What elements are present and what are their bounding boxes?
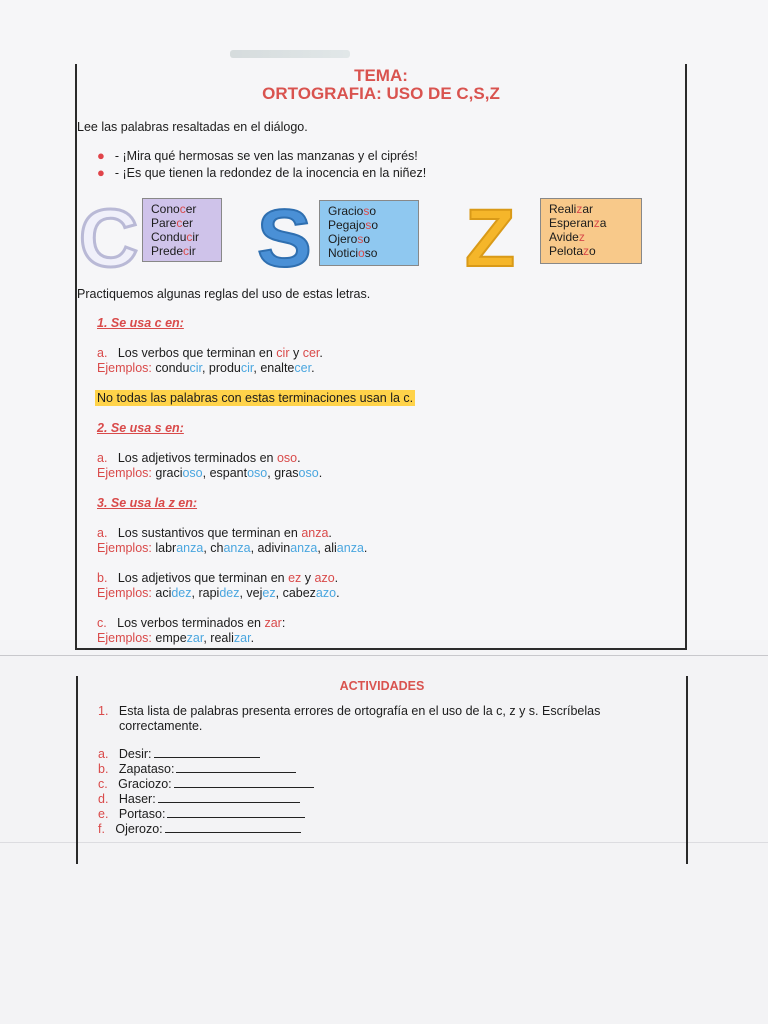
- bullet-icon: ●: [97, 165, 105, 180]
- list-item: Gracioso: [328, 204, 377, 218]
- answer-blank[interactable]: [158, 792, 300, 803]
- scanned-header-remnant: [230, 50, 350, 58]
- letter-z-graphic: Z: [465, 193, 516, 284]
- answer-row: e. Portaso:: [98, 807, 305, 821]
- rule-3-c-examples: Ejemplos: empezar, realizar.: [97, 631, 255, 645]
- list-item: Pegajoso: [328, 218, 379, 232]
- list-item: Realizar: [549, 202, 594, 216]
- rule-3-a-examples: Ejemplos: labranza, chanza, adivinanza, alianza.: [97, 541, 368, 555]
- answer-row: d. Haser:: [98, 792, 300, 806]
- word-box-s: [319, 200, 419, 266]
- activity-question-cont: correctamente.: [119, 719, 203, 733]
- activities-page: [76, 676, 688, 864]
- rule-2-a: a. Los adjetivos terminados en oso.: [97, 451, 301, 465]
- page-tear-line: [0, 655, 768, 656]
- list-item: Ojeroso: [328, 232, 371, 246]
- practice-text: Practiquemos algunas reglas del uso de estas letras.: [77, 287, 371, 301]
- rule-3-title: 3. Se usa la z en:: [97, 496, 198, 510]
- rule-2-title: 2. Se usa s en:: [97, 421, 184, 435]
- list-item: Pelotazo: [549, 244, 596, 258]
- dialogue-list: [97, 148, 426, 182]
- rule-1-title: 1. Se usa c en:: [97, 316, 184, 330]
- answer-blank[interactable]: [174, 777, 314, 788]
- activity-question: 1. Esta lista de palabras presenta errores de ortografía en el uso de la c, z y s. Escríbelas: [98, 704, 601, 718]
- letter-c-graphic: C: [79, 193, 139, 284]
- letter-s-graphic: S: [257, 193, 312, 284]
- activities-title: ACTIVIDADES: [339, 679, 425, 693]
- answer-blank[interactable]: [165, 822, 301, 833]
- list-item: Avidez: [549, 230, 585, 244]
- list-item: ● - ¡Mira qué hermosas se ven las manzanas y el ciprés!: [97, 148, 418, 163]
- word-box-z: [540, 198, 642, 264]
- answer-row: c. Graciozo:: [98, 777, 314, 791]
- rule-3-a: a. Los sustantivos que terminan en anza.: [97, 526, 332, 540]
- rule-2-examples: Ejemplos: gracioso, espantoso, grasoso.: [97, 466, 323, 480]
- rule-3-b-examples: Ejemplos: acidez, rapidez, vejez, cabezazo.: [97, 586, 340, 600]
- rule-3-c: c. Los verbos terminados en zar:: [97, 616, 286, 630]
- list-item: Conducir: [151, 230, 200, 244]
- answer-blank[interactable]: [176, 762, 296, 773]
- rule-1-examples: Ejemplos: conducir, producir, enaltecer.: [97, 361, 315, 375]
- rule-1-a: a. Los verbos que terminan en cir y cer.: [97, 346, 323, 360]
- page-title: TEMA:: [354, 66, 408, 85]
- list-item: ● - ¡Es que tienen la redondez de la inocencia en la niñez!: [97, 165, 427, 180]
- intro-text: Lee las palabras resaltadas en el diálogo.: [77, 120, 308, 134]
- list-item: Predecir: [151, 244, 196, 258]
- list-item: Noticioso: [328, 246, 378, 260]
- answer-blank[interactable]: [167, 807, 305, 818]
- list-item: Conocer: [151, 202, 197, 216]
- answer-row: f. Ojerozo:: [98, 822, 301, 836]
- bullet-icon: ●: [97, 148, 105, 163]
- answer-row: a. Desir:: [98, 747, 260, 761]
- rule-1-note: No todas las palabras con estas terminaciones usan la c.: [97, 391, 414, 405]
- list-item: Esperanza: [549, 216, 607, 230]
- page-subtitle: ORTOGRAFIA: USO DE C,S,Z: [262, 84, 500, 103]
- answer-row: b. Zapataso:: [98, 762, 296, 776]
- word-box-c: [142, 198, 222, 262]
- worksheet-page: [75, 64, 687, 650]
- list-item: Parecer: [151, 216, 194, 230]
- answer-blank[interactable]: [154, 747, 260, 758]
- rule-3-b: b. Los adjetivos que terminan en ez y azo.: [97, 571, 339, 585]
